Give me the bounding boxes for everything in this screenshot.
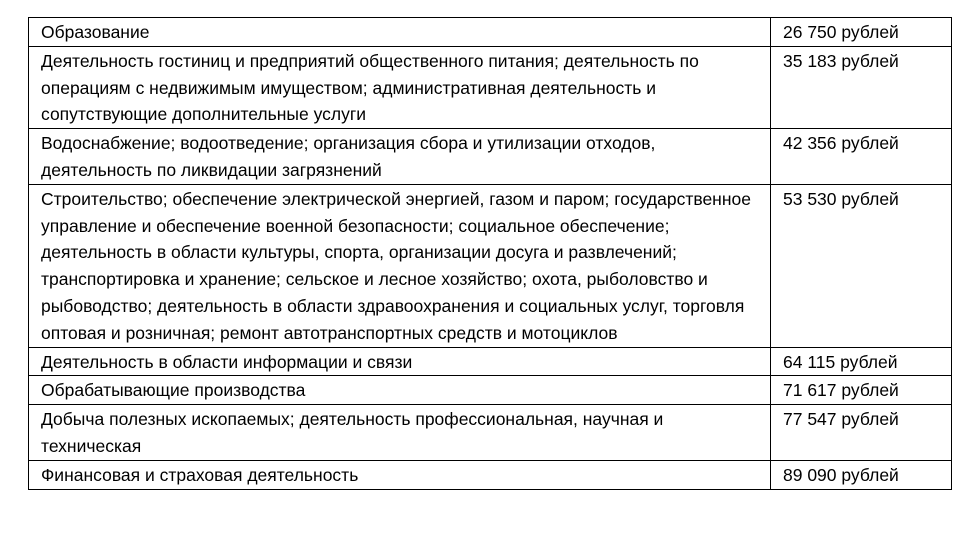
salary-cell: 53 530 рублей	[771, 184, 952, 347]
salary-table	[28, 17, 952, 490]
sector-cell: Деятельность в области информации и связи	[29, 347, 771, 376]
salary-cell: 64 115 рублей	[771, 347, 952, 376]
table-row	[29, 460, 952, 489]
table-row	[29, 184, 952, 347]
sector-cell: Деятельность гостиниц и предприятий общественного питания; деятельность по операциям с недвижимым имуществом; административная деятельность и сопутствующие дополнительные услуги	[29, 46, 771, 128]
salary-cell: 77 547 рублей	[771, 405, 952, 461]
table-row	[29, 347, 952, 376]
salary-cell: 71 617 рублей	[771, 376, 952, 405]
table-row	[29, 46, 952, 128]
sector-cell: Строительство; обеспечение электрической энергией, газом и паром; государственное управление и обеспечение военной безопасности; социальное обеспечение; деятельность в области культуры, спорта, организации досуга и развлечений; транспортировка и хранение; сельское и лесное хозяйство; охота, рыболовство и рыбоводство; деятельность в области здравоохранения и социальных услуг, торговля оптовая и розничная; ремонт автотранспортных средств и мотоциклов	[29, 184, 771, 347]
table-row	[29, 376, 952, 405]
table-row	[29, 129, 952, 185]
salary-cell: 35 183 рублей	[771, 46, 952, 128]
salary-cell: 26 750 рублей	[771, 18, 952, 47]
table-row	[29, 18, 952, 47]
salary-cell: 42 356 рублей	[771, 129, 952, 185]
salary-cell: 89 090 рублей	[771, 460, 952, 489]
sector-cell: Финансовая и страховая деятельность	[29, 460, 771, 489]
sector-cell: Образование	[29, 18, 771, 47]
sector-cell: Обрабатывающие производства	[29, 376, 771, 405]
sector-cell: Добыча полезных ископаемых; деятельность профессиональная, научная и техническая	[29, 405, 771, 461]
sector-cell: Водоснабжение; водоотведение; организация сбора и утилизации отходов, деятельность по ликвидации загрязнений	[29, 129, 771, 185]
table-row	[29, 405, 952, 461]
